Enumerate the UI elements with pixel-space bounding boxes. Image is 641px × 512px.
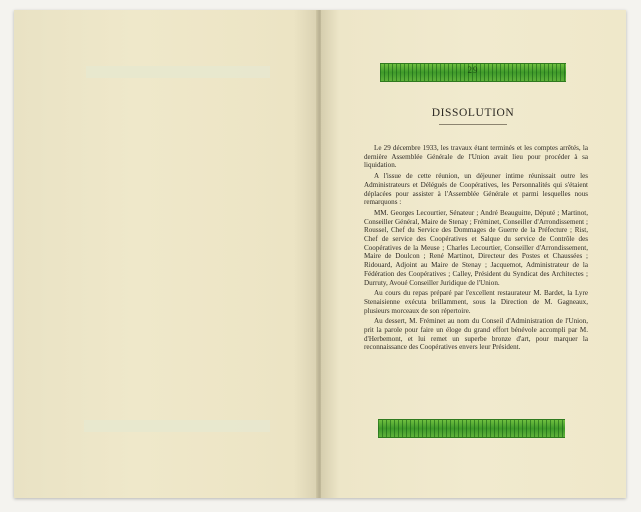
body-text (364, 144, 588, 354)
page-title: DISSOLUTION (431, 107, 515, 119)
open-booklet (14, 10, 626, 498)
paragraph: Au cours du repas préparé par l'excellent restaurateur M. Bardet, la Lyre Stenaisienne exécuta brillamment, sous la Direction de M. Gagneaux, plusieurs morceaux de son répertoire. (364, 289, 588, 315)
paragraph: Le 29 décembre 1933, les travaux étant terminés et les comptes arrêtés, la dernière Assemblée Générale de l'Union avait lieu pour procéder à sa liquidation. (364, 144, 588, 170)
paragraph: A l'issue de cette réunion, un déjeuner intime réunissait outre les Administrateurs et Délégués de Coopératives, les Personnalités qui s'étaient déplacées pour assister à l'Assemblée Générale et parmi lesquelles nous remarquons : (364, 172, 588, 207)
title-underline (439, 124, 507, 125)
show-through-band-bottom (84, 420, 270, 432)
show-through-band-top (86, 66, 270, 78)
decorative-footer-band (378, 419, 565, 438)
paragraph: MM. Georges Lecourtier, Sénateur ; André Beauguitte, Député ; Martinot, Conseiller Général, Maire de Stenay ; Fréminet, Conseiller d'Arrondissement ; Roussel, Chef du Service des Dommages de Guerre de la Préfecture ; Rist, Chef de service des Coopératives et Salque du service de Contrôle des Coopératives de la Meuse ; Charles Lecourtier, Conseiller d'Arrondissement, Maire de Doulcon ; René Martinot, Directeur des Postes et Chaussées ; Ridouard, Adjoint au Maire de Stenay ; Jacquemot, Administrateur de la Fédération des Coopératives ; Calley, Président du Syndicat des Architectes ; Durruty, Avoué Conseiller Juridique de l'Union. (364, 208, 588, 287)
right-page (321, 10, 626, 498)
paragraph: Au dessert, M. Fréminet au nom du Conseil d'Administration de l'Union, prit la parole pour faire un éloge du grand effort bénévole accompli par M. d'Herbemont, et lui remet un superbe bronze d'art, pour marquer la reconnaissance des Coopératives envers leur Président. (364, 317, 588, 352)
page-number: 29 (467, 65, 479, 75)
left-page (14, 10, 318, 498)
decorative-header-band (380, 63, 566, 82)
